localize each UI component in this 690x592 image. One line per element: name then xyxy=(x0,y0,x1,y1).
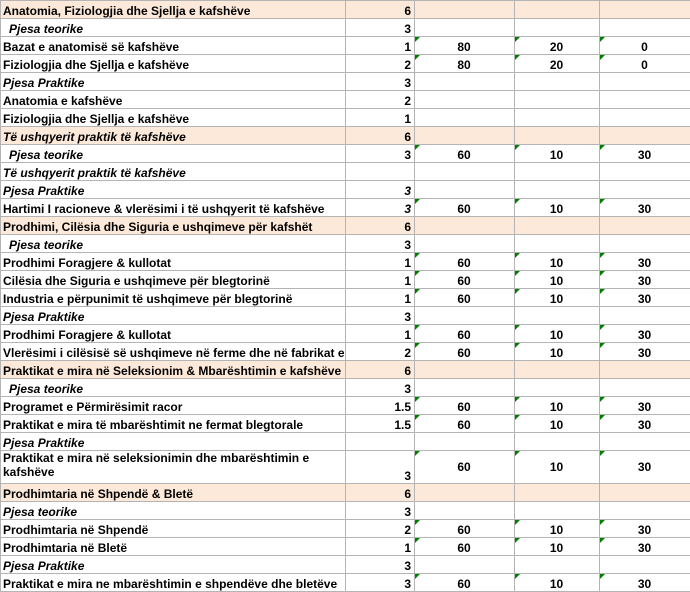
value-cell-2[interactable]: 10 xyxy=(515,451,600,484)
subsection-row xyxy=(1,235,690,253)
value-cell-2[interactable] xyxy=(515,235,600,253)
course-name-cell[interactable]: Pjesa Praktike xyxy=(1,307,346,325)
value-cell-3[interactable] xyxy=(600,73,690,91)
value-cell-1[interactable] xyxy=(415,181,515,199)
value-cell-2[interactable] xyxy=(515,1,600,19)
value-cell-2[interactable]: 10 xyxy=(515,415,600,433)
course-name-cell[interactable]: Hartimi I racioneve & vlerësimi i të ushqyerit të kafshëve xyxy=(1,199,346,217)
value-cell-2[interactable]: 10 xyxy=(515,520,600,538)
value-cell-1[interactable]: 60 xyxy=(415,520,515,538)
value-cell-3[interactable] xyxy=(600,163,690,181)
value-cell-3[interactable] xyxy=(600,307,690,325)
value-cell-1[interactable]: 60 xyxy=(415,538,515,556)
subsection-row xyxy=(1,307,690,325)
course-name-cell[interactable]: Pjesa Praktike xyxy=(1,73,346,91)
value-cell-1[interactable] xyxy=(415,1,515,19)
value-cell-2[interactable]: 10 xyxy=(515,253,600,271)
subsection-row xyxy=(1,145,690,163)
value-cell-3[interactable]: 30 xyxy=(600,520,690,538)
table-row xyxy=(1,199,690,217)
section-header-row xyxy=(1,1,690,19)
table-row xyxy=(1,55,690,73)
course-name-cell[interactable]: Fiziologjia dhe Sjellja e kafshëve xyxy=(1,109,346,127)
section-header-row xyxy=(1,361,690,379)
value-cell-2[interactable]: 20 xyxy=(515,55,600,73)
course-name-cell[interactable]: Prodhimi, Cilësia dhe Siguria e ushqimeve për kafshët xyxy=(1,217,346,235)
value-cell-3[interactable]: 0 xyxy=(600,55,690,73)
value-cell-1[interactable] xyxy=(415,235,515,253)
value-cell-3[interactable] xyxy=(600,379,690,397)
credits-cell[interactable]: 3 xyxy=(346,451,415,484)
course-name-cell[interactable]: Praktikat e mira të mbarështimit ne fermat blegtorale xyxy=(1,415,346,433)
value-cell-2[interactable]: 10 xyxy=(515,145,600,163)
value-cell-1[interactable]: 60 xyxy=(415,289,515,307)
credits-cell[interactable]: 2 xyxy=(346,91,415,109)
value-cell-2[interactable]: 10 xyxy=(515,325,600,343)
course-name-cell[interactable]: Prodhimi Foragjere & kullotat xyxy=(1,253,346,271)
value-cell-1[interactable]: 60 xyxy=(415,253,515,271)
value-cell-1[interactable] xyxy=(415,109,515,127)
value-cell-3[interactable] xyxy=(600,19,690,37)
course-name-cell[interactable]: Pjesa teorike xyxy=(1,19,346,37)
value-cell-3[interactable]: 30 xyxy=(600,289,690,307)
credits-cell[interactable]: 2 xyxy=(346,343,415,361)
course-name-cell[interactable]: Anatomia e kafshëve xyxy=(1,91,346,109)
course-name-cell[interactable]: Programet e Përmirësimit racor xyxy=(1,397,346,415)
value-cell-2[interactable]: 10 xyxy=(515,271,600,289)
course-name-cell[interactable]: Pjesa teorike xyxy=(1,145,346,163)
credits-cell[interactable]: 3 xyxy=(346,502,415,520)
value-cell-3[interactable] xyxy=(600,556,690,574)
value-cell-3[interactable] xyxy=(600,361,690,379)
subsection-row xyxy=(1,181,690,199)
value-cell-2[interactable] xyxy=(515,379,600,397)
value-cell-2[interactable] xyxy=(515,502,600,520)
credits-cell[interactable] xyxy=(346,163,415,181)
value-cell-1[interactable]: 60 xyxy=(415,397,515,415)
credits-cell[interactable]: 1 xyxy=(346,109,415,127)
value-cell-1[interactable] xyxy=(415,307,515,325)
value-cell-2[interactable] xyxy=(515,19,600,37)
course-name-cell[interactable]: Praktikat e mira ne mbarështimin e shpendëve dhe bletëve xyxy=(1,574,346,592)
course-name-cell[interactable]: Pjesa Praktike xyxy=(1,556,346,574)
credits-cell[interactable]: 1 xyxy=(346,325,415,343)
value-cell-3[interactable] xyxy=(600,91,690,109)
course-name-cell[interactable]: Prodhimtaria në Shpendë & Bletë xyxy=(1,484,346,502)
value-cell-1[interactable]: 60 xyxy=(415,325,515,343)
credits-cell[interactable]: 6 xyxy=(346,1,415,19)
value-cell-3[interactable] xyxy=(600,502,690,520)
credits-cell[interactable]: 3 xyxy=(346,556,415,574)
credits-cell[interactable] xyxy=(346,433,415,451)
subsection-row xyxy=(1,433,690,451)
credits-cell[interactable]: 3 xyxy=(346,145,415,163)
course-name-cell[interactable]: Prodhimtaria në Bletë xyxy=(1,538,346,556)
course-name-cell[interactable]: Anatomia, Fiziologjia dhe Sjellja e kafshëve xyxy=(1,1,346,19)
course-name-cell[interactable]: Praktikat e mira në Seleksionim & Mbarështimin e kafshëve xyxy=(1,361,346,379)
credits-cell[interactable]: 3 xyxy=(346,574,415,592)
value-cell-1[interactable] xyxy=(415,433,515,451)
value-cell-3[interactable]: 30 xyxy=(600,343,690,361)
credits-cell[interactable]: 2 xyxy=(346,55,415,73)
course-name-cell[interactable]: Bazat e anatomisë së kafshëve xyxy=(1,37,346,55)
value-cell-2[interactable] xyxy=(515,73,600,91)
value-cell-2[interactable] xyxy=(515,163,600,181)
value-cell-3[interactable]: 30 xyxy=(600,325,690,343)
value-cell-1[interactable]: 60 xyxy=(415,415,515,433)
table-row xyxy=(1,520,690,538)
table-row xyxy=(1,538,690,556)
course-name-cell[interactable]: Prodhimtaria në Shpendë xyxy=(1,520,346,538)
value-cell-3[interactable] xyxy=(600,433,690,451)
credits-cell[interactable]: 1 xyxy=(346,538,415,556)
section-header-row xyxy=(1,127,690,145)
value-cell-3[interactable] xyxy=(600,127,690,145)
course-name-cell[interactable]: Fiziologjia dhe Sjellja e kafshëve xyxy=(1,55,346,73)
value-cell-1[interactable] xyxy=(415,502,515,520)
value-cell-2[interactable] xyxy=(515,556,600,574)
table-row xyxy=(1,289,690,307)
value-cell-2[interactable] xyxy=(515,91,600,109)
value-cell-3[interactable] xyxy=(600,217,690,235)
course-name-cell[interactable]: Praktikat e mira në seleksionimin dhe mbarështimin e kafshëve xyxy=(1,451,346,484)
credits-cell[interactable]: 1 xyxy=(346,37,415,55)
value-cell-3[interactable]: 30 xyxy=(600,397,690,415)
value-cell-2[interactable]: 10 xyxy=(515,538,600,556)
subsection-row xyxy=(1,163,690,181)
credits-cell[interactable]: 3 xyxy=(346,73,415,91)
section-header-row xyxy=(1,484,690,502)
course-name-cell[interactable]: Pjesa Praktike xyxy=(1,433,346,451)
value-cell-1[interactable]: 60 xyxy=(415,199,515,217)
value-cell-2[interactable] xyxy=(515,109,600,127)
value-cell-2[interactable]: 10 xyxy=(515,343,600,361)
credits-cell[interactable]: 3 xyxy=(346,19,415,37)
value-cell-1[interactable]: 60 xyxy=(415,451,515,484)
value-cell-1[interactable] xyxy=(415,19,515,37)
credits-cell[interactable]: 1 xyxy=(346,289,415,307)
value-cell-1[interactable]: 60 xyxy=(415,271,515,289)
table-row xyxy=(1,325,690,343)
credits-cell[interactable]: 1.5 xyxy=(346,415,415,433)
value-cell-2[interactable] xyxy=(515,217,600,235)
course-name-cell[interactable]: Industria e përpunimit të ushqimeve për blegtorinë xyxy=(1,289,346,307)
value-cell-2[interactable]: 10 xyxy=(515,574,600,592)
credits-cell[interactable]: 1 xyxy=(346,253,415,271)
course-name-cell[interactable]: Pjesa teorike xyxy=(1,379,346,397)
credits-cell[interactable]: 2 xyxy=(346,520,415,538)
table-row xyxy=(1,271,690,289)
value-cell-1[interactable] xyxy=(415,163,515,181)
section-header-row xyxy=(1,217,690,235)
value-cell-3[interactable]: 30 xyxy=(600,451,690,484)
course-name-cell[interactable]: Prodhimi Foragjere & kullotat xyxy=(1,325,346,343)
value-cell-3[interactable] xyxy=(600,181,690,199)
subsection-row xyxy=(1,379,690,397)
value-cell-2[interactable] xyxy=(515,361,600,379)
curriculum-table-body xyxy=(1,1,690,592)
value-cell-3[interactable]: 30 xyxy=(600,574,690,592)
subsection-row xyxy=(1,502,690,520)
value-cell-3[interactable] xyxy=(600,109,690,127)
value-cell-2[interactable] xyxy=(515,127,600,145)
credits-cell[interactable]: 1.5 xyxy=(346,397,415,415)
table-row xyxy=(1,451,690,484)
value-cell-2[interactable] xyxy=(515,433,600,451)
table-row xyxy=(1,91,690,109)
value-cell-1[interactable]: 60 xyxy=(415,574,515,592)
value-cell-1[interactable]: 80 xyxy=(415,55,515,73)
value-cell-1[interactable] xyxy=(415,127,515,145)
course-name-cell[interactable]: Cilësia dhe Siguria e ushqimeve për blegtorinë xyxy=(1,271,346,289)
value-cell-3[interactable]: 30 xyxy=(600,253,690,271)
subsection-row xyxy=(1,19,690,37)
value-cell-3[interactable]: 30 xyxy=(600,145,690,163)
credits-cell[interactable]: 3 xyxy=(346,181,415,199)
value-cell-1[interactable] xyxy=(415,484,515,502)
course-name-cell[interactable]: Pjesa teorike xyxy=(1,235,346,253)
course-name-cell[interactable]: Pjesa teorike xyxy=(1,502,346,520)
value-cell-3[interactable]: 30 xyxy=(600,538,690,556)
credits-cell[interactable]: 6 xyxy=(346,361,415,379)
value-cell-3[interactable] xyxy=(600,484,690,502)
value-cell-1[interactable]: 60 xyxy=(415,145,515,163)
value-cell-3[interactable]: 30 xyxy=(600,199,690,217)
value-cell-3[interactable]: 30 xyxy=(600,271,690,289)
course-name-cell[interactable]: Vlerësimi i cilësisë së ushqimeve në ferme dhe në fabrikat e xyxy=(1,343,346,361)
table-row xyxy=(1,415,690,433)
value-cell-3[interactable] xyxy=(600,235,690,253)
value-cell-2[interactable]: 10 xyxy=(515,397,600,415)
credits-cell[interactable]: 3 xyxy=(346,379,415,397)
course-name-cell[interactable]: Të ushqyerit praktik të kafshëve xyxy=(1,127,346,145)
value-cell-1[interactable]: 60 xyxy=(415,343,515,361)
value-cell-2[interactable]: 10 xyxy=(515,199,600,217)
value-cell-1[interactable] xyxy=(415,73,515,91)
table-row xyxy=(1,109,690,127)
value-cell-2[interactable] xyxy=(515,484,600,502)
value-cell-2[interactable] xyxy=(515,307,600,325)
credits-cell[interactable]: 3 xyxy=(346,199,415,217)
credits-cell[interactable]: 1 xyxy=(346,271,415,289)
table-row xyxy=(1,343,690,361)
credits-cell[interactable]: 3 xyxy=(346,307,415,325)
value-cell-1[interactable] xyxy=(415,556,515,574)
value-cell-2[interactable] xyxy=(515,181,600,199)
credits-cell[interactable]: 6 xyxy=(346,127,415,145)
value-cell-3[interactable]: 0 xyxy=(600,37,690,55)
course-name-cell[interactable]: Pjesa Praktike xyxy=(1,181,346,199)
course-name-cell[interactable]: Të ushqyerit praktik të kafshëve xyxy=(1,163,346,181)
value-cell-3[interactable]: 30 xyxy=(600,415,690,433)
table-row xyxy=(1,37,690,55)
value-cell-2[interactable]: 20 xyxy=(515,37,600,55)
value-cell-1[interactable] xyxy=(415,91,515,109)
value-cell-1[interactable] xyxy=(415,379,515,397)
credits-cell[interactable]: 6 xyxy=(346,217,415,235)
credits-cell[interactable]: 6 xyxy=(346,484,415,502)
value-cell-1[interactable]: 80 xyxy=(415,37,515,55)
value-cell-3[interactable] xyxy=(600,1,690,19)
credits-cell[interactable]: 3 xyxy=(346,235,415,253)
value-cell-1[interactable] xyxy=(415,361,515,379)
value-cell-1[interactable] xyxy=(415,217,515,235)
value-cell-2[interactable]: 10 xyxy=(515,289,600,307)
table-row xyxy=(1,253,690,271)
table-row xyxy=(1,397,690,415)
subsection-row xyxy=(1,73,690,91)
subsection-row xyxy=(1,556,690,574)
